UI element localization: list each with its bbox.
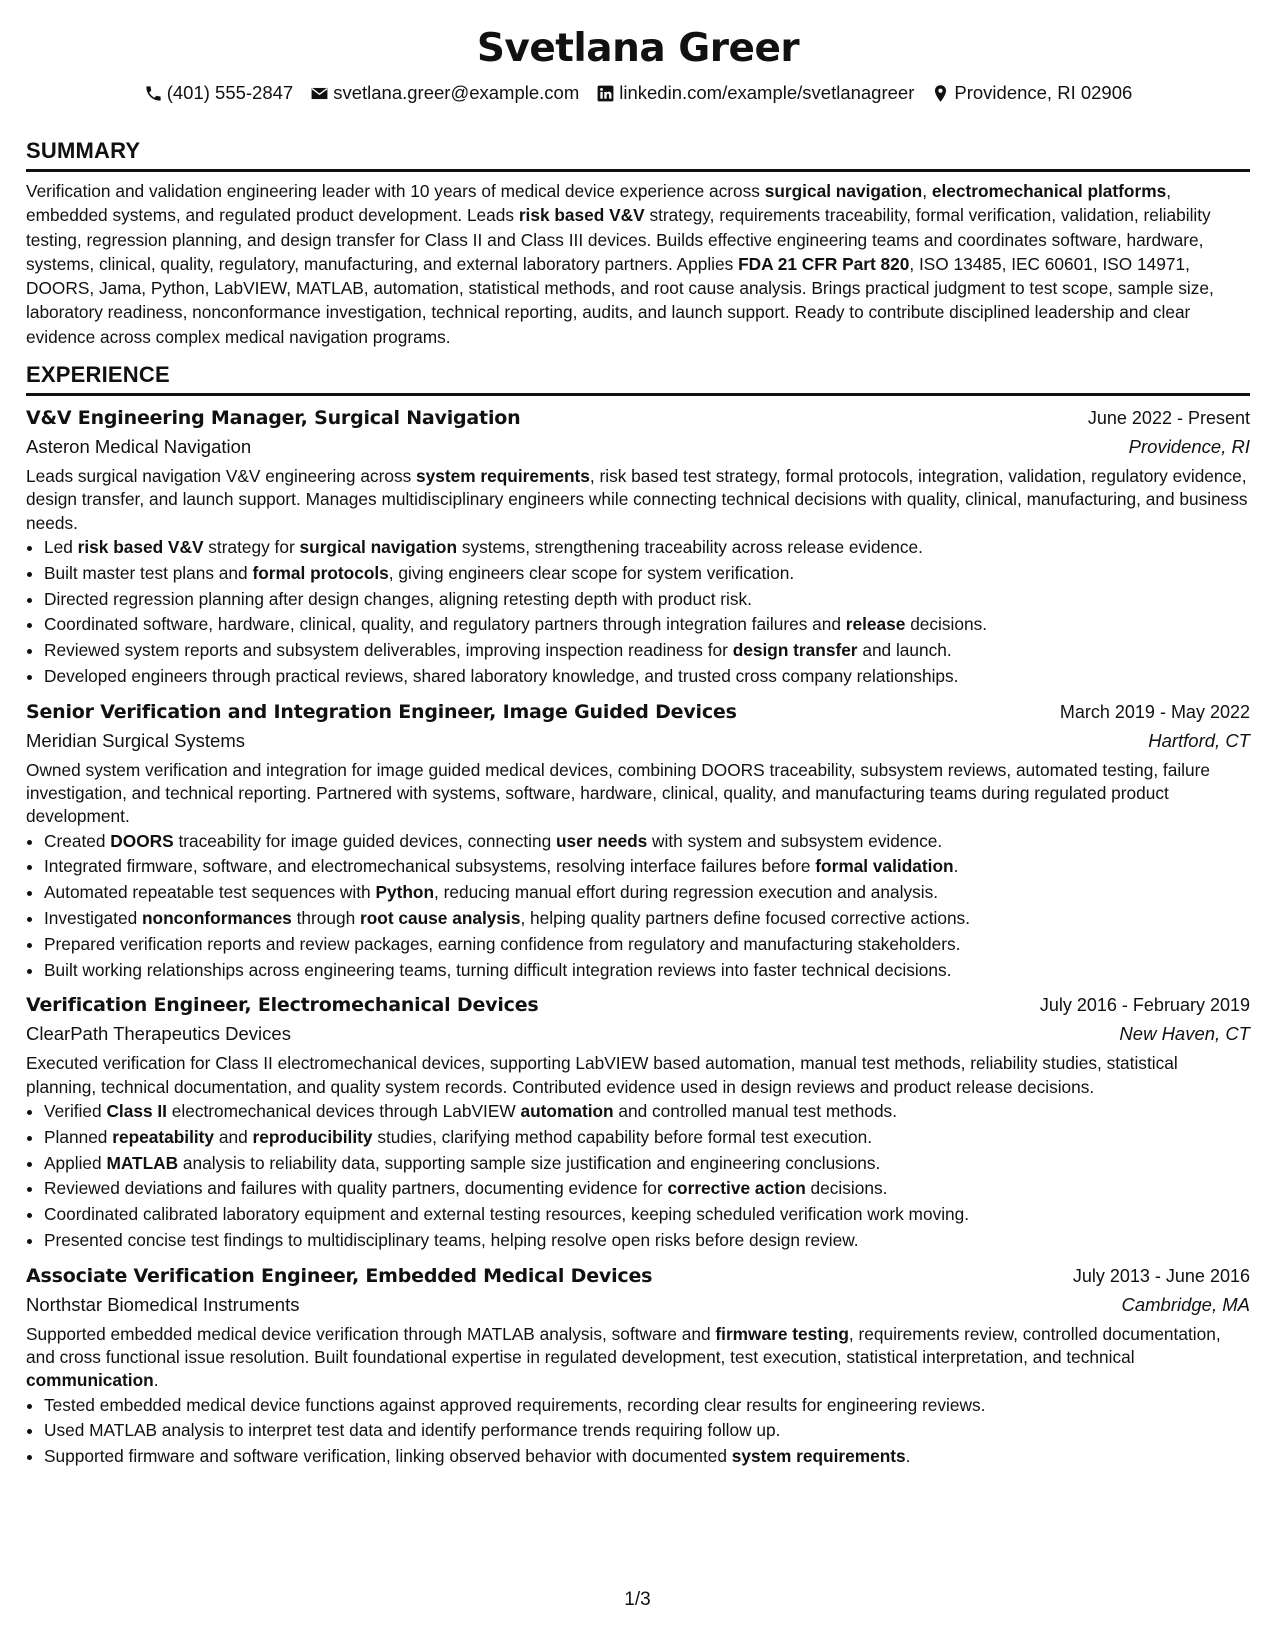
contact-email	[310, 82, 579, 104]
job-company: ClearPath Therapeutics Devices	[26, 1023, 291, 1045]
job-company: Asteron Medical Navigation	[26, 436, 252, 458]
bold-text: Python	[375, 882, 434, 903]
text-run: and controlled manual test methods.	[613, 1101, 897, 1122]
text-run: and launch.	[857, 640, 952, 661]
bold-text: system requirements	[416, 466, 590, 487]
text-run: Prepared verification reports and review packages, earning confidence from regulatory and manufacturing stakeholders.	[44, 933, 961, 954]
job-header	[26, 404, 1250, 432]
job-bullets	[26, 535, 1250, 690]
bold-text: electromechanical platforms	[931, 181, 1167, 201]
job-location: Cambridge, MA	[1121, 1293, 1250, 1315]
job-subheader	[26, 1290, 1250, 1320]
job-subheader	[26, 1019, 1250, 1049]
job-dates: June 2022 - Present	[1087, 408, 1250, 429]
location-text: Providence, RI 02906	[954, 82, 1133, 103]
text-run: systems, strengthening traceability across release evidence.	[457, 536, 923, 557]
bold-text: surgical navigation	[299, 536, 458, 557]
text-run: Integrated firmware, software, and electromechanical subsystems, resolving interface failures before	[44, 856, 816, 877]
text-run: traceability for image guided devices, connecting	[173, 830, 556, 851]
linkedin-text: linkedin.com/example/svetlanagreer	[619, 82, 915, 103]
text-run: through	[291, 908, 361, 929]
text-run: with system and subsystem evidence.	[647, 830, 943, 851]
bold-text: formal protocols	[252, 562, 389, 583]
text-run: Tested embedded medical device functions against approved requirements, recording clear results for engineering reviews.	[44, 1394, 986, 1415]
bullet-item	[44, 1151, 1250, 1177]
bullet-item	[44, 1228, 1250, 1254]
text-run: Developed engineers through practical reviews, shared laboratory knowledge, and trusted cross company relationships.	[44, 665, 959, 686]
text-run: , requirements review, controlled documentation, and cross functional issue resolution. Built foundational expertise in regulated development, test execution, statistical interpretation, and technical	[26, 1323, 1221, 1368]
phone-icon	[144, 84, 163, 103]
job-location: Providence, RI	[1128, 436, 1250, 458]
text-run: Owned system verification and integration for image guided medical devices, combining DOORS traceability, subsystem reviews, automated testing, failure investigation, and technical reporting. Partnered with systems, software, hardware, clinical, quality, and manufacturing teams during regulated product development.	[26, 759, 1210, 827]
text-run: decisions.	[805, 1178, 888, 1199]
bullet-item	[44, 1125, 1250, 1151]
bold-text: user needs	[556, 830, 648, 851]
job-entry	[26, 698, 1250, 984]
summary-heading: SUMMARY	[26, 138, 1250, 172]
text-run: Reviewed deviations and failures with quality partners, documenting evidence for	[44, 1178, 668, 1199]
text-run: strategy, requirements traceability, formal verification, validation, reliability testing, regression planning, and design transfer for Class II and Class III devices. Builds effective engineering teams and coordinates software, hardware, systems, clinical, quality, regulatory, manufacturing, and external laboratory partners. Applies	[26, 205, 1211, 274]
job-title: Verification Engineer, Electromechanical Devices	[26, 994, 539, 1017]
map-pin-icon	[931, 84, 950, 103]
bold-text: release	[845, 614, 906, 635]
bold-text: FDA 21 CFR Part 820	[738, 253, 910, 274]
bullet-item	[44, 587, 1250, 613]
bullet-item	[44, 1202, 1250, 1228]
bold-text: MATLAB	[106, 1152, 179, 1173]
text-run: , giving engineers clear scope for system verification.	[388, 562, 795, 583]
text-run: Built working relationships across engineering teams, turning difficult integration reviews into faster technical decisions.	[44, 959, 952, 980]
text-run: Coordinated software, hardware, clinical, quality, and regulatory partners through integration failures and	[44, 614, 846, 635]
experience-heading: EXPERIENCE	[26, 362, 1250, 396]
bullet-item	[44, 1099, 1250, 1125]
text-run: Created	[44, 830, 111, 851]
bullet-item	[44, 906, 1250, 932]
text-run: Automated repeatable test sequences with	[44, 882, 376, 903]
bold-text: corrective action	[667, 1178, 806, 1199]
bold-text: DOORS	[110, 830, 174, 851]
text-run: , helping quality partners define focused corrective actions.	[520, 908, 971, 929]
job-description	[26, 1052, 1250, 1099]
job-bullets	[26, 1393, 1250, 1470]
job-title: Senior Verification and Integration Engineer, Image Guided Devices	[26, 700, 737, 723]
job-subheader	[26, 432, 1250, 462]
text-run: Verified	[44, 1101, 107, 1122]
text-run: , risk based test strategy, formal protocols, integration, validation, regulatory evidence, design transfer, and launch support. Manages multidisciplinary engineers while connecting technical decisions with quality, clinical, manufacturing, and business needs.	[26, 466, 1248, 533]
bold-text: reproducibility	[252, 1126, 373, 1147]
job-location: New Haven, CT	[1119, 1023, 1250, 1045]
text-run: decisions.	[905, 614, 988, 635]
bold-text: communication	[26, 1370, 154, 1391]
job-entry	[26, 404, 1250, 690]
bullet-item	[44, 1444, 1250, 1470]
job-dates: March 2019 - May 2022	[1059, 701, 1250, 722]
job-entry	[26, 991, 1250, 1253]
job-title: V&V Engineering Manager, Surgical Navigation	[26, 407, 521, 430]
text-run: Directed regression planning after design changes, aligning retesting depth with product risk.	[44, 588, 752, 609]
job-description	[26, 1323, 1250, 1393]
contact-linkedin	[596, 82, 914, 104]
bold-text: firmware testing	[715, 1323, 849, 1344]
job-title: Associate Verification Engineer, Embedded Medical Devices	[26, 1264, 653, 1287]
text-run: Applied	[44, 1152, 107, 1173]
linkedin-icon	[596, 84, 615, 103]
text-run: Used MATLAB analysis to interpret test data and identify performance trends requiring follow up.	[44, 1420, 781, 1441]
bullet-item	[44, 854, 1250, 880]
text-run: and	[214, 1126, 253, 1147]
contact-bar	[26, 82, 1250, 104]
bold-text: repeatability	[112, 1126, 215, 1147]
text-run: .	[905, 1446, 911, 1467]
bullet-item	[44, 958, 1250, 984]
job-header	[26, 991, 1250, 1019]
bold-text: formal validation	[815, 856, 954, 877]
job-dates: July 2016 - February 2019	[1039, 995, 1250, 1016]
job-header	[26, 1262, 1250, 1290]
text-run: , reducing manual effort during regression execution and analysis.	[434, 882, 939, 903]
bullet-item	[44, 829, 1250, 855]
job-entry	[26, 1262, 1250, 1470]
job-description	[26, 759, 1250, 829]
candidate-name: Svetlana Greer	[476, 26, 800, 71]
text-run: Led	[44, 536, 78, 557]
text-run: , embedded systems, and regulated product development. Leads	[26, 181, 1171, 226]
text-run: Built master test plans and	[44, 562, 253, 583]
job-company: Meridian Surgical Systems	[26, 729, 245, 751]
text-run: , ISO 13485, IEC 60601, ISO 14971, DOORS, Jama, Python, LabVIEW, MATLAB, automation, statistical methods, and root cause analysis. Brings practical judgment to test scope, sample size, laboratory readiness, nonconformance investigation, technical reporting, audits, and launch support. Ready to contribute disciplined leadership and clear evidence across complex medical navigation programs.	[26, 253, 1214, 347]
contact-location	[931, 82, 1132, 104]
bullet-item	[44, 535, 1250, 561]
job-bullets	[26, 1099, 1250, 1254]
experience-list	[26, 404, 1250, 1470]
text-run: studies, clarifying method capability before formal test execution.	[372, 1126, 873, 1147]
text-run: Investigated	[44, 908, 142, 929]
text-run: Reviewed system reports and subsystem deliverables, improving inspection readiness for	[44, 640, 733, 661]
bullet-item	[44, 1176, 1250, 1202]
text-run: Coordinated calibrated laboratory equipment and external testing resources, keeping scheduled verification work moving.	[44, 1204, 970, 1225]
text-run: electromechanical devices through LabVIEW	[166, 1101, 521, 1122]
job-header	[26, 698, 1250, 726]
bold-text: nonconformances	[142, 908, 292, 929]
bold-text: root cause analysis	[360, 908, 521, 929]
job-company: Northstar Biomedical Instruments	[26, 1293, 300, 1315]
text-run: Supported firmware and software verification, linking observed behavior with documented	[44, 1446, 732, 1467]
job-bullets	[26, 829, 1250, 984]
email-text: svetlana.greer@example.com	[333, 82, 580, 103]
bold-text: automation	[520, 1101, 614, 1122]
text-run: Leads surgical navigation V&V engineering across	[26, 466, 417, 487]
bullet-item	[44, 638, 1250, 664]
page-number: 1/3	[624, 1589, 651, 1610]
text-run: Executed verification for Class II electromechanical devices, supporting LabVIEW based automation, manual test methods, reliability studies, statistical planning, technical documentation, and quality system records. Contributed evidence used in design reviews and product release decisions.	[26, 1053, 1178, 1097]
bold-text: design transfer	[732, 640, 858, 661]
text-run: analysis to reliability data, supporting sample size justification and engineering conclusions.	[178, 1152, 881, 1173]
bullet-item	[44, 1393, 1250, 1419]
phone-text: (401) 555-2847	[166, 82, 294, 103]
bullet-item	[44, 561, 1250, 587]
text-run: .	[153, 1370, 159, 1391]
bold-text: risk based V&V	[518, 205, 645, 226]
summary-paragraph	[26, 179, 1250, 349]
bold-text: system requirements	[731, 1446, 906, 1467]
job-location: Hartford, CT	[1148, 729, 1250, 751]
bold-text: Class II	[106, 1101, 167, 1122]
job-description	[26, 465, 1250, 535]
text-run: Planned	[44, 1126, 113, 1147]
job-subheader	[26, 726, 1250, 756]
text-run: Presented concise test findings to multidisciplinary teams, helping resolve open risks before design review.	[44, 1230, 859, 1250]
bullet-item	[44, 612, 1250, 638]
text-run: .	[953, 856, 959, 877]
resume-page	[26, 0, 1250, 1470]
job-dates: July 2013 - June 2016	[1072, 1265, 1250, 1286]
text-run: Verification and validation engineering leader with 10 years of medical device experience across	[26, 181, 765, 201]
bullet-item	[44, 664, 1250, 690]
bold-text: risk based V&V	[77, 536, 204, 557]
text-run: Supported embedded medical device verification through MATLAB analysis, software and	[26, 1323, 716, 1344]
bullet-item	[44, 880, 1250, 906]
envelope-icon	[310, 84, 329, 103]
contact-phone	[144, 82, 294, 104]
text-run: strategy for	[203, 536, 300, 557]
bold-text: surgical navigation	[764, 181, 923, 201]
text-run: ,	[922, 181, 932, 201]
bullet-item	[44, 932, 1250, 958]
bullet-item	[44, 1418, 1250, 1444]
